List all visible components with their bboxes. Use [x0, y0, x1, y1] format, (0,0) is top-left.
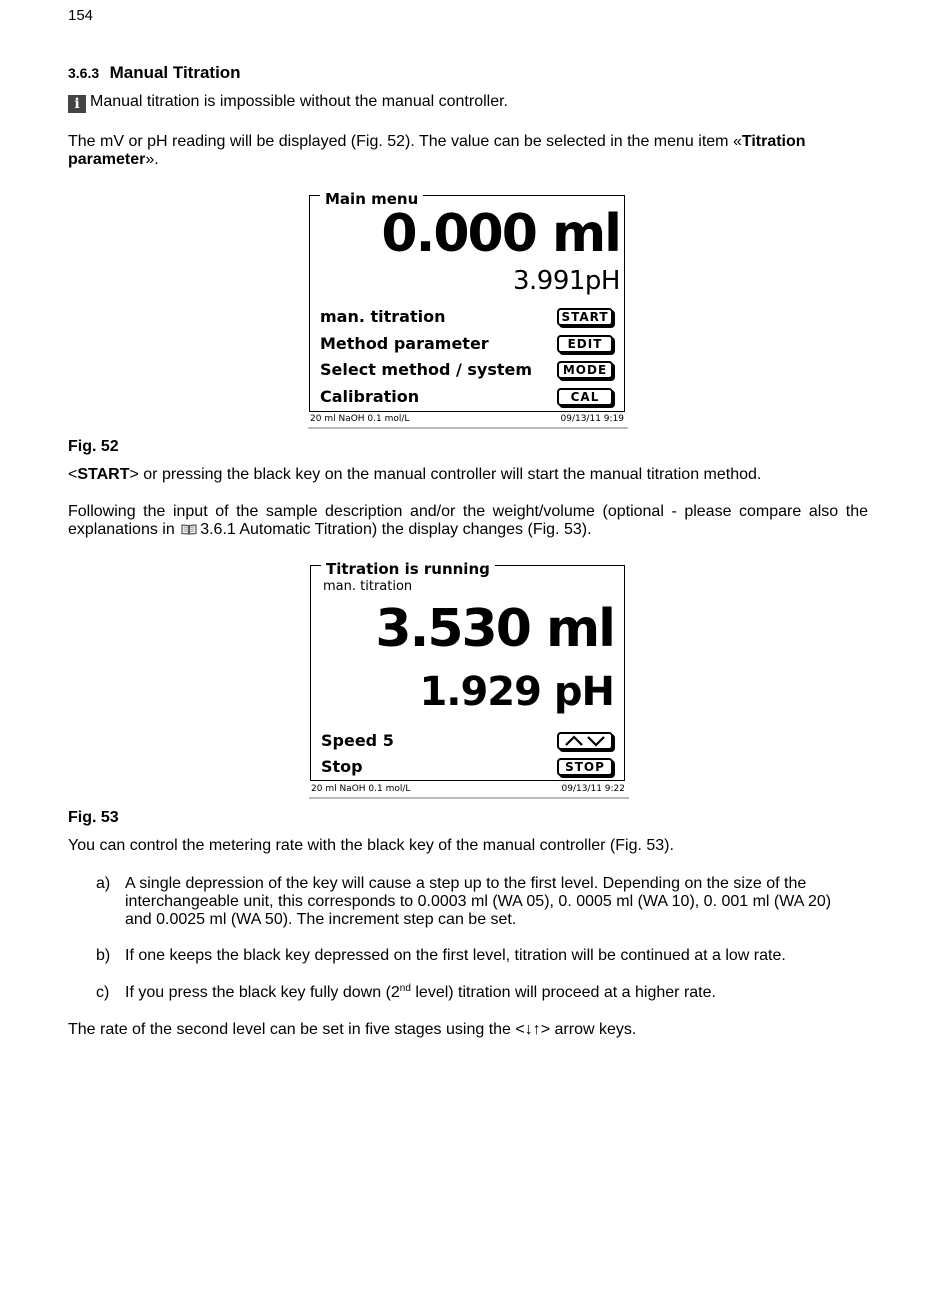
- para1-text: The mV or pH reading will be displayed (Fig. 52). The value can be selected in the menu item «: [68, 133, 742, 150]
- list-marker: b): [96, 947, 111, 964]
- status-reagent: 20 ml NaOH 0.1 mol/L: [311, 784, 411, 794]
- menu-label-calibration: Calibration: [320, 387, 420, 406]
- up-down-arrows-icon: [562, 735, 608, 747]
- para2-bold: START: [77, 466, 130, 483]
- stop-button[interactable]: STOP: [557, 758, 613, 776]
- volume-readout: 0.000 ml: [381, 204, 620, 264]
- paragraph-display-reading: [68, 133, 868, 169]
- info-note: [68, 93, 868, 113]
- status-bar-fig52: [308, 413, 628, 429]
- menu-label-select-method: Select method / system: [320, 360, 533, 379]
- section-title: Manual Titration: [109, 63, 241, 82]
- para2-text: > or pressing the black key on the manual controller will start the manual titration method.: [129, 466, 762, 483]
- display-subtitle: man. titration: [323, 579, 413, 594]
- list-text-start: If you press the black key fully down (2: [125, 984, 400, 1001]
- display-title: Main menu: [320, 191, 423, 207]
- figure-52-caption: Fig. 52: [68, 438, 119, 455]
- list-text: [125, 984, 836, 1002]
- list-text-end: level) titration will proceed at a higher rate.: [410, 984, 716, 1001]
- menu-label-stop: Stop: [321, 757, 363, 776]
- ph-readout: 3.991pH: [513, 266, 620, 296]
- para3-text: Following the input of the sample description and/or the weight/volume (optional - please compare also the explanations in: [68, 503, 868, 538]
- menu-label-speed: Speed 5: [321, 731, 394, 750]
- paragraph-start: [68, 466, 868, 484]
- status-datetime: 09/13/11 9:22: [561, 784, 625, 794]
- status-reagent: 20 ml NaOH 0.1 mol/L: [310, 414, 410, 424]
- section-number: 3.6.3: [68, 65, 100, 81]
- info-note-text: Manual titration is impossible without the manual controller.: [90, 93, 508, 110]
- ph-readout: 1.929 pH: [419, 669, 614, 715]
- edit-button[interactable]: EDIT: [557, 335, 613, 353]
- book-icon: [181, 523, 197, 535]
- figure-53-display: [310, 560, 625, 781]
- volume-readout: 3.530 ml: [375, 599, 614, 659]
- paragraph-display-changes: [68, 503, 868, 539]
- para1-bold: Titration parameter: [68, 133, 806, 168]
- para2-lt: <: [68, 466, 78, 483]
- figure-52-display: [309, 190, 625, 412]
- section-heading: [68, 63, 241, 83]
- list-item-b: [96, 947, 836, 965]
- menu-label-method-parameter: Method parameter: [320, 334, 489, 353]
- list-item-a: [96, 875, 836, 929]
- list-marker: a): [96, 875, 111, 892]
- status-bar-fig53: [309, 783, 629, 799]
- cal-button[interactable]: CAL: [557, 388, 613, 406]
- list-text: If one keeps the black key depressed on the first level, titration will be continued at a low rate.: [125, 947, 786, 964]
- paragraph-metering-rate: You can control the metering rate with the black key of the manual controller (Fig. 53).: [68, 837, 674, 854]
- mode-button[interactable]: MODE: [557, 361, 613, 379]
- para3-text-end: 3.6.1 Automatic Titration) the display changes (Fig. 53).: [200, 521, 592, 538]
- page-number: 154: [68, 7, 94, 24]
- info-icon: i: [68, 95, 86, 113]
- paragraph-second-level-rate: The rate of the second level can be set in five stages using the <↓↑> arrow keys.: [68, 1021, 637, 1038]
- speed-arrows-button[interactable]: [557, 732, 613, 750]
- display-title: Titration is running: [321, 561, 495, 577]
- list-text: A single depression of the key will cause a step up to the first level. Depending on the size of the interchangeable unit, this corresponds to 0.0003 ml (WA 05), 0. 0005 ml (WA 10), 0. 001 ml (WA 20) and 0.0025 ml (WA 50). The increment step can be set.: [125, 875, 832, 928]
- status-datetime: 09/13/11 9:19: [560, 414, 624, 424]
- list-marker: c): [96, 984, 110, 1001]
- figure-53-caption: Fig. 53: [68, 809, 119, 826]
- start-button[interactable]: START: [557, 308, 613, 326]
- superscript: nd: [399, 983, 411, 994]
- list-item-c: [96, 984, 836, 1002]
- menu-label-man-titration: man. titration: [320, 307, 446, 326]
- para1-end: ».: [145, 151, 159, 168]
